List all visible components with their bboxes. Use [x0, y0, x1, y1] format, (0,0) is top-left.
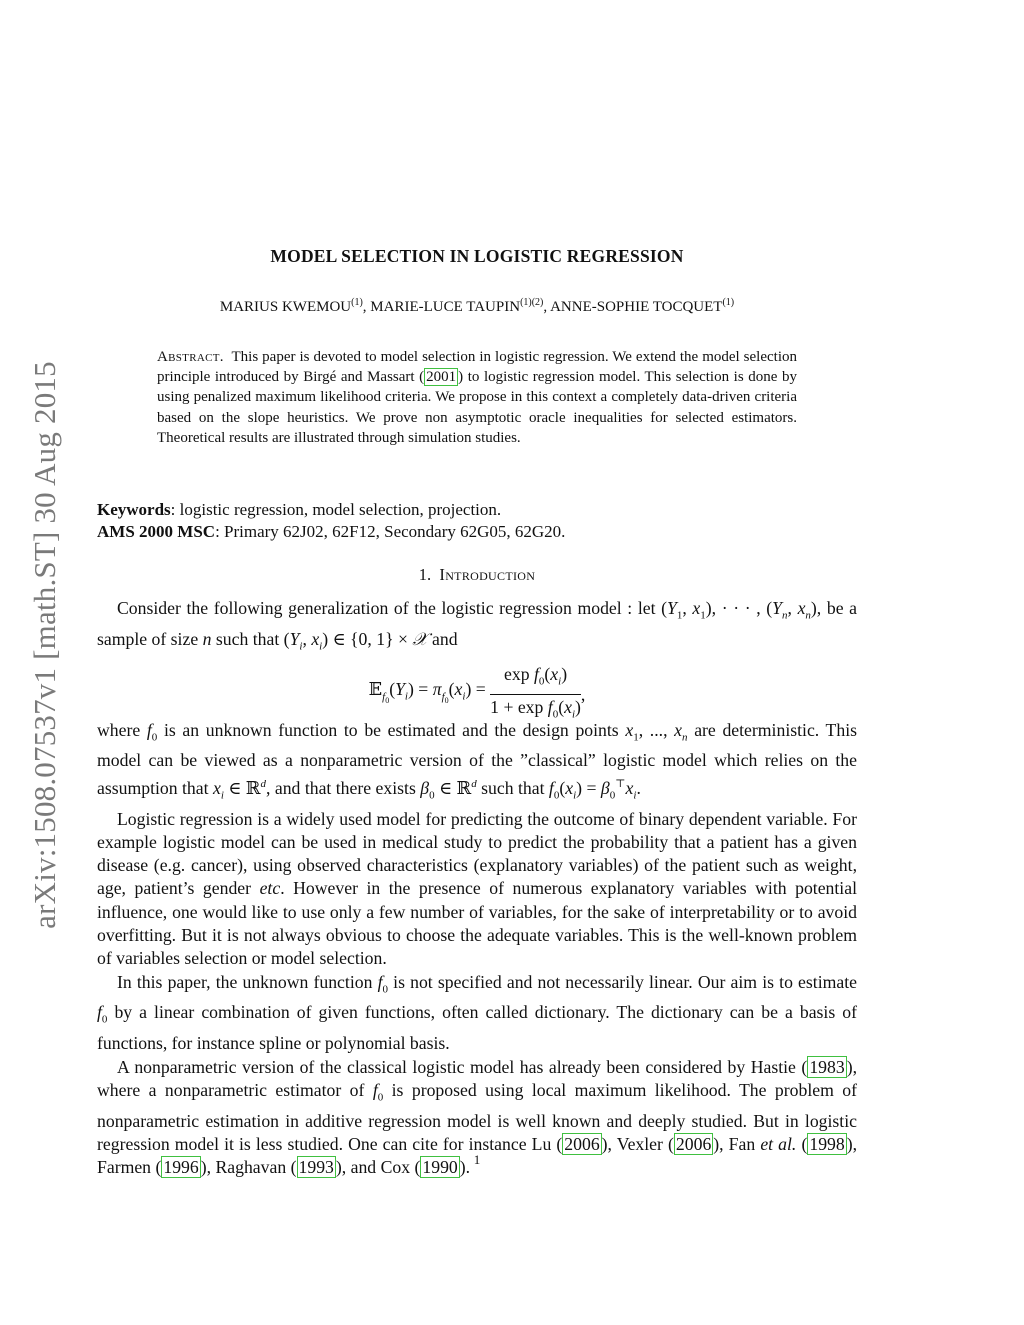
text-span: A nonparametric version of the classical logistic model has already been considered by Hastie ( [117, 1056, 808, 1077]
author-2: MARIE-LUCE TAUPIN [370, 299, 521, 315]
abstract-text-1: This paper is devoted to model selection in logistic regression. We extend the model selection principle introduced by Birgé and Massart [157, 349, 797, 386]
text-span: ), Vexler ( [601, 1133, 674, 1154]
text-span: ), Fan [713, 1133, 761, 1154]
arxiv-sidebar-stamp [22, 332, 68, 957]
section-title: Introduction [439, 565, 536, 584]
text-span: by a linear combination of given functions, often called dictionary. The dictionary can be a basis of functions, for instance spline or polynomial basis. [97, 1002, 857, 1054]
text-span: and [427, 628, 458, 649]
paragraph-3 [97, 808, 857, 971]
text-span: ), Raghavan ( [200, 1157, 297, 1178]
author-1-affiliation: (1) [351, 297, 363, 308]
intro-body [97, 597, 857, 1180]
arxiv-identifier: arXiv:1508.07537v1 [math.ST] 30 Aug 2015 [27, 360, 62, 929]
text-span: where [97, 719, 147, 740]
keywords-label: Keywords [97, 500, 171, 519]
text-span: . However in the presence of numerous explanatory variables with potential influence, one would like to use only a few number of variables, for the sake of interpretability or to avoid overfitting. But it is not always obvious to choose the adequate variables. This is the well-known problem of variables selection or model selection. [97, 878, 857, 969]
paragraph-1: Consider the following generalization of the logistic regression model : let ($Y_1$, $x_1$), · · · , ($Y_n$, $x_n$), be a sample of size n such that ($Y_i$, $x_i$) ∈ {0, 1} × 𝒳 and [97, 598, 858, 653]
section-number: 1. [418, 565, 432, 584]
author-3-affiliation: (1) [722, 297, 735, 308]
keywords-line [97, 499, 857, 521]
text-span: ). [459, 1157, 471, 1178]
msc-label: AMS 2000 MSC [97, 522, 216, 541]
author-2-affiliation: (1)(2) [520, 297, 544, 308]
citation-link[interactable]: 1993 [298, 1157, 334, 1178]
text-span: et al. [760, 1133, 797, 1154]
author-separator: , [543, 299, 551, 315]
text-span: ), where a nonparametric estimator of [97, 1056, 857, 1100]
abstract-label: Abstract. [157, 349, 224, 365]
keywords-block [97, 499, 857, 543]
author-separator: , [362, 299, 371, 315]
text-span: , and that there exists [266, 777, 421, 798]
text-span: Consider the following generalization of the logistic regression model : let ( [117, 598, 668, 618]
text-span: ), Farmen ( [97, 1133, 858, 1178]
author-3: ANNE-SOPHIE TOCQUET [550, 299, 723, 315]
msc-line [97, 521, 857, 543]
citation-link[interactable]: 1998 [809, 1133, 845, 1154]
keywords-text: : logistic regression, model selection, projection. [170, 500, 502, 519]
text-span: etc [259, 878, 281, 899]
text-span: is proposed using local maximum likelihood. The problem of nonparametric estimation in additive regression model is well known and deeply studied. But in logistic regression model it is less studied. One can cite for instance Lu ( [97, 1079, 857, 1154]
text-span: In this paper, the unknown function [117, 971, 378, 992]
text-span: Logistic regression is a widely used model for predicting the outcome of binary dependent variable. For example logistic model can be used in medical study to predict the probability that a patient has a given disease (e.g. cancer), using observed characteristics (explanatory variables) of the patient such as weight, age, patient’s gender [97, 808, 857, 899]
page-number: 1 [473, 1152, 481, 1167]
paper-title: MODEL SELECTION IN LOGISTIC REGRESSION [270, 246, 684, 266]
author-list [97, 297, 857, 316]
citation-link[interactable]: 2001 [426, 369, 457, 386]
citation-link[interactable]: 2006 [675, 1133, 712, 1154]
paragraph-2: where $f_0$ is an unknown function to be estimated and the design points $x_1$, ..., $x_n$ are deterministic. This model can be viewed as a nonparametric version of the ”classical” logistic model which relies on the assumption that $x_i$ ∈ ℝ$^d$, and that there exists $\beta_0$ ∈ ℝ$^d$ such that $f_0(x_i) = \beta_0^⊤x_i$. [97, 719, 858, 802]
citation-link[interactable]: 2006 [564, 1133, 600, 1154]
paragraph-4: In this paper, the unknown function $f_0$ is not specified and not necessarily linear. Our aim is to estimate $f_0$ by a linear combination of given functions, often called dictionary. The dictionary can be a basis of functions, for instance spline or polynomial basis. [97, 971, 857, 1054]
abstract-text-2: to logistic regression model. This selection is done by using penalized maximum likelihood criteria. We propose in this context a completely data-driven criteria based on the slope heuristics. We prove non asymptotic oracle inequalities for selected estimators. Theoretical results are illustrated through simulation studies. [157, 369, 797, 446]
citation-link[interactable]: 1983 [809, 1056, 845, 1077]
paragraph-5: A nonparametric version of the classical logistic model has already been considered by Hastie ( 1983 ), where a nonparametric estimator of $f_0$ is proposed using local maximum likelihood. The problem of nonparametric estimation in additive regression model is well known and deeply studied. But in logistic regression model it is less studied. One can cite for instance Lu ( 2006 ), Vexler ( 2006 ), Fan et al. ( 1998 ), Farmen ( 1996 ), Raghavan ( 1993 ), and Cox ( 1990 ). [97, 1056, 858, 1178]
logistic-model-equation: $𝔼_{f_0}(Y_i) = \pi_{f_0}(x_i)$ = $\frac{\exp f_0(x_i)}{1 + \exp f_0(x_i)}$ , [368, 663, 586, 722]
citation-link[interactable]: 1990 [422, 1157, 458, 1178]
msc-text: : Primary 62J02, 62F12, Secondary 62G05, 62G20. [215, 522, 566, 541]
text-span: are deterministic. This model can be viewed as a nonparametric version of the ”classical” logistic model which relies on the assumption that [97, 719, 858, 798]
text-span: ) ∈ {0, 1} × [322, 628, 413, 649]
citation-link[interactable]: 1996 [163, 1157, 199, 1178]
text-span: such that [476, 777, 549, 798]
text-span: ), be a sample of size [97, 598, 858, 649]
text-span: ), and Cox ( [335, 1157, 421, 1178]
text-span: is not specified and not necessarily linear. Our aim is to estimate [388, 971, 857, 992]
author-1: MARIUS KWEMOU [219, 299, 352, 315]
text-span: such that ( [211, 628, 290, 649]
abstract: Abstract. This paper is devoted to model selection in logistic regression. We extend the model selection principle introduced by Birgé and Massart ( 2001 ) to logistic regression model. This selection is done by using penalized maximum likelihood criteria. We propose in this context a completely data-driven criteria based on the slope heuristics. We prove non asymptotic oracle inequalities for selected estimators. Theoretical results are illustrated through simulation studies. [157, 349, 797, 446]
section-heading [97, 565, 857, 585]
text-span: is an unknown function to be estimated and the design points [157, 719, 626, 740]
text-span: ( [796, 1133, 808, 1154]
